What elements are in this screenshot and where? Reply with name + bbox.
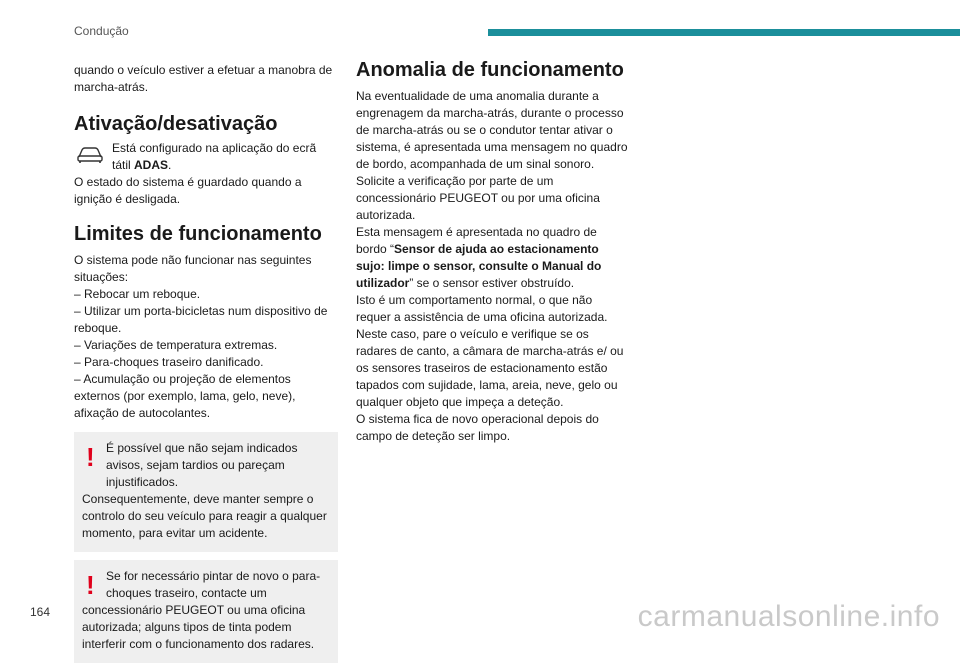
activation-heading: Ativação/desativação (74, 113, 278, 135)
activation-text: Está configurado na aplicação do ecrã tátil ADAS. (112, 141, 317, 172)
watermark: carmanualsonline.info (637, 600, 940, 633)
list-item: – Variações de temperatura extremas. (74, 338, 278, 352)
warning-rest: Consequentemente, deve manter sempre o controlo do seu veículo para reagir a qualquer momento, para evitar um acidente. (82, 492, 327, 540)
warning-exclamation-icon: ! (86, 570, 95, 600)
right-column (356, 58, 628, 445)
dashboard-message: Sensor de ajuda ao estacionamento sujo: limpe o sensor, consulte o Manual do utilizador (356, 242, 602, 290)
car-icon (74, 140, 106, 170)
check-paragraph: Solicite a verificação por parte de um concessionário PEUGEOT ou por uma oficina autorizada. (356, 174, 600, 222)
state-note: O estado do sistema é guardado quando a ignição é desligada. (74, 175, 302, 206)
header-accent-bar (488, 29, 960, 36)
left-column (74, 62, 338, 663)
inspection-paragraph: Neste caso, pare o veículo e verifique se os radares de canto, a câmara de marcha-atrás e/ ou os sensores traseiros de estacionamento estão tapados com sujidade, lama, areia, neve, gelo ou qualquer objeto que impeça a deteção. (356, 327, 624, 409)
malfunction-paragraph: Na eventualidade de uma anomalia durante a engrenagem da marcha-atrás, durante o processo de marcha-atrás ou se o condutor tentar ativar o sistema, é apresentada uma mensagem no quadro de bordo, acompanhada de um sinal sonoro. (356, 89, 628, 171)
section-title: Condução (74, 24, 129, 38)
warning-box (74, 432, 338, 552)
list-item: – Rebocar um reboque. (74, 287, 201, 301)
adas-label: ADAS (134, 158, 169, 172)
list-item: – Acumulação ou projeção de elementos externos (por exemplo, lama, gelo, neve), afixação de autocolantes. (74, 372, 296, 420)
activation-info (74, 140, 338, 174)
list-item: – Para-choques traseiro danificado. (74, 355, 264, 369)
limits-intro: O sistema pode não funcionar nas seguintes situações: (74, 253, 312, 284)
warning-exclamation-icon: ! (86, 442, 95, 472)
list-item: – Utilizar um porta-bicicletas num dispositivo de reboque. (74, 304, 328, 335)
warning-first-line: Se for necessário pintar de novo o para-choques traseiro, contacte um (106, 569, 321, 600)
limits-heading: Limites de funcionamento (74, 223, 322, 245)
warning-first-line: É possível que não sejam indicados avisos, sejam tardios ou pareçam injustificados. (106, 441, 298, 489)
message-paragraph: Esta mensagem é apresentada no quadro de bordo “Sensor de ajuda ao estacionamento sujo: limpe o sensor, consulte o Manual do utilizador” se o sensor estiver obstruído. (356, 225, 602, 290)
operational-paragraph: O sistema fica de novo operacional depois do campo de deteção ser limpo. (356, 412, 599, 443)
page-number: 164 (30, 605, 51, 619)
intro-paragraph: quando o veículo estiver a efetuar a manobra de marcha-atrás. (74, 63, 333, 94)
warning-rest: concessionário PEUGEOT ou uma oficina autorizada; alguns tipos de tinta podem interferir com o funcionamento dos radares. (82, 603, 315, 651)
warning-box (74, 560, 338, 663)
malfunction-heading: Anomalia de funcionamento (356, 59, 624, 81)
normal-behaviour-paragraph: Isto é um comportamento normal, o que não requer a assistência de uma oficina autorizada. (356, 293, 608, 324)
